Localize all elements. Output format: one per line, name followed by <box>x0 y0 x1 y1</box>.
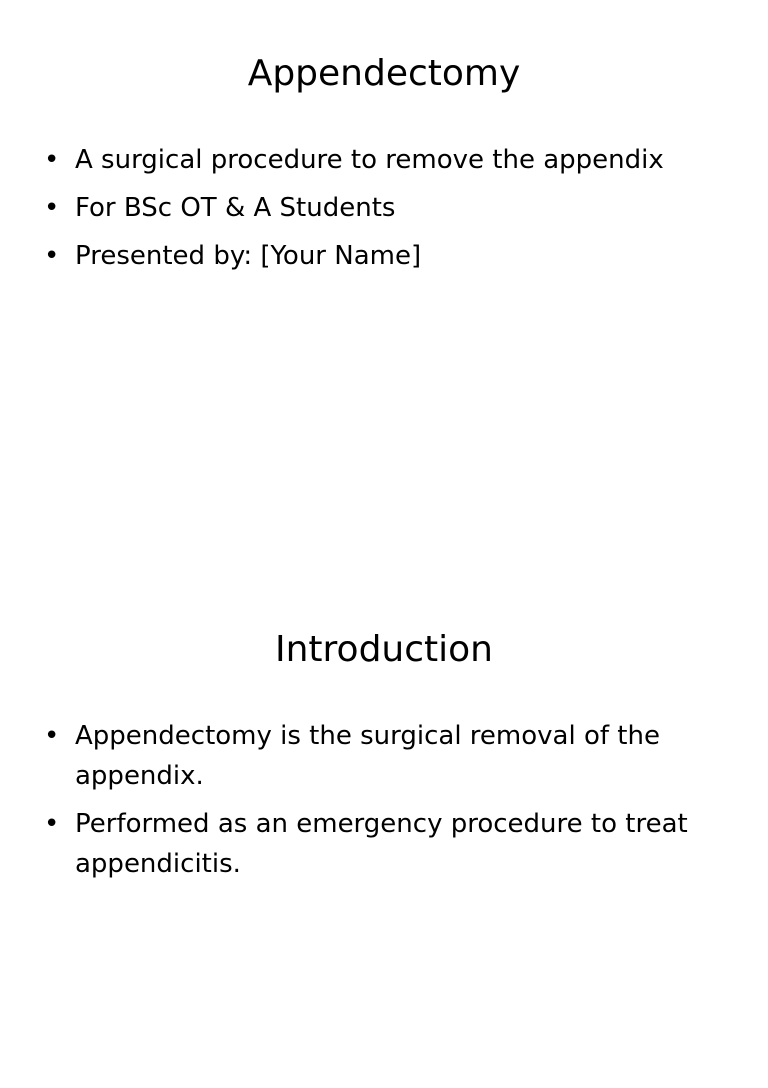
bullet-icon: • <box>44 193 60 223</box>
slide-introduction <box>0 576 768 1088</box>
bullet-text: Appendectomy is the surgical removal of the appendix. <box>75 721 660 791</box>
bullet-item <box>44 236 728 276</box>
bullet-item <box>44 140 728 180</box>
bullet-list <box>44 716 728 892</box>
bullet-icon: • <box>44 809 60 839</box>
bullet-text: Performed as an emergency procedure to treat appendicitis. <box>75 809 688 879</box>
bullet-icon: • <box>44 721 60 751</box>
bullet-item <box>44 804 728 884</box>
bullet-item <box>44 716 728 796</box>
slide-title: Introduction <box>274 629 493 670</box>
bullet-icon: • <box>44 241 60 271</box>
bullet-text: For BSc OT & A Students <box>75 193 396 223</box>
slide-title: Appendectomy <box>247 53 521 94</box>
bullet-list <box>44 140 728 284</box>
bullet-icon: • <box>44 145 60 175</box>
bullet-text: A surgical procedure to remove the appendix <box>75 145 664 175</box>
bullet-item <box>44 188 728 228</box>
bullet-text: Presented by: [Your Name] <box>75 241 422 271</box>
slide-title-page <box>0 0 768 512</box>
